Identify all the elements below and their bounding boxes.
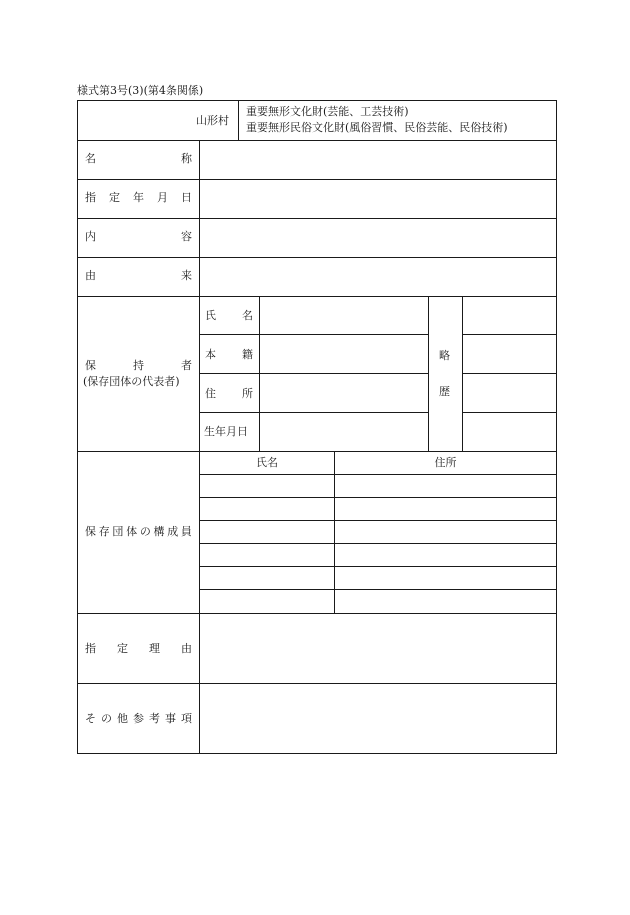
rule [428, 296, 429, 451]
rule [78, 451, 556, 452]
rule [199, 497, 556, 498]
name-field[interactable] [200, 141, 556, 179]
name-label: 名 称 [85, 152, 192, 165]
members-col-name: 氏名 [256, 456, 278, 469]
members-label: 保 存 団 体 の 構 成 員 [85, 525, 192, 538]
rule [199, 474, 556, 475]
history-label-2: 歴 [439, 385, 450, 398]
holder-domicile-label: 本 籍 [205, 348, 253, 361]
holder-label: 保 持 者 [85, 359, 192, 372]
holder-name-field[interactable] [260, 297, 428, 334]
history-field[interactable] [463, 297, 556, 451]
holder-address-field[interactable] [260, 374, 428, 412]
origin-field[interactable] [200, 258, 556, 296]
members-col-address: 住所 [434, 456, 457, 469]
designation-date-field[interactable] [200, 180, 556, 218]
holder-sublabel: (保存団体の代表者) [83, 375, 180, 388]
content-label: 内 容 [85, 230, 192, 243]
other-field[interactable] [200, 684, 556, 753]
designation-date-label: 指 定 年 月 日 [85, 191, 192, 204]
rule [334, 451, 335, 613]
holder-birthdate-field[interactable] [260, 413, 428, 451]
rule [238, 101, 239, 140]
other-label: そ の 他 参 考 事 項 [85, 712, 192, 725]
holder-name-label: 氏 名 [205, 309, 253, 322]
rule [199, 589, 556, 590]
rule [199, 543, 556, 544]
village-label: 山形村 [196, 114, 229, 127]
reason-field[interactable] [200, 614, 556, 683]
type-line-2: 重要無形民俗文化財(風俗習慣、民俗芸能、民俗技術) [246, 121, 508, 134]
type-line-1: 重要無形文化財(芸能、工芸技術) [246, 105, 409, 118]
rule [199, 520, 556, 521]
history-label-1: 略 [439, 349, 450, 362]
holder-birthdate-label: 生年月日 [204, 425, 248, 438]
reason-label: 指 定 理 由 [85, 642, 192, 655]
content-field[interactable] [200, 219, 556, 257]
rule [199, 566, 556, 567]
holder-address-label: 住 所 [205, 387, 253, 400]
designation-form [77, 100, 557, 754]
holder-domicile-field[interactable] [260, 335, 428, 373]
form-caption: 様式第3号(3)(第4条関係) [77, 84, 204, 97]
origin-label: 由 来 [85, 269, 192, 282]
